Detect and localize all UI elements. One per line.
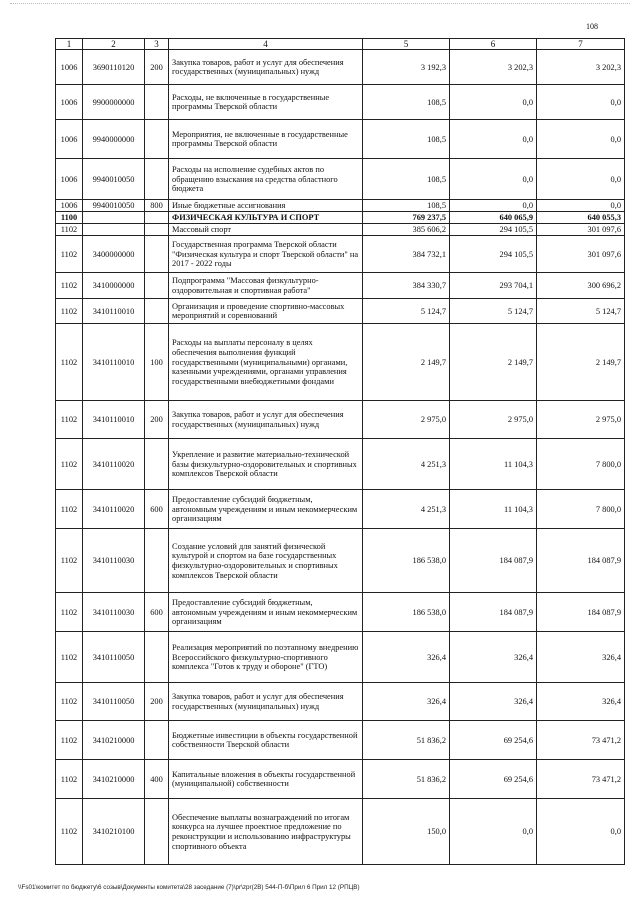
expense-type-cell [145, 529, 169, 593]
amount-year2-cell: 11 104,3 [450, 490, 537, 529]
item-name-cell: Закупка товаров, работ и услуг для обеспечения государственных (муниципальных) нужд [169, 50, 363, 85]
expense-type-cell [145, 721, 169, 760]
table-row [56, 683, 625, 721]
target-article-cell: 9940010050 [83, 200, 145, 212]
amount-year2-cell: 326,4 [450, 632, 537, 683]
section-code-cell: 1102 [56, 224, 83, 236]
amount-year2-cell: 294 105,5 [450, 236, 537, 273]
amount-year1-cell: 326,4 [363, 683, 450, 721]
header-cell: 2 [83, 39, 145, 50]
target-article-cell: 9940010050 [83, 159, 145, 200]
target-article-cell: 9900000000 [83, 85, 145, 120]
item-name-cell: Расходы, не включенные в государственные программы Тверской области [169, 85, 363, 120]
page-number: 108 [586, 22, 598, 31]
target-article-cell: 3410210100 [83, 799, 145, 865]
amount-year1-cell: 3 192,3 [363, 50, 450, 85]
target-article-cell: 3410110030 [83, 593, 145, 632]
item-name-cell: Создание условий для занятий физической культурой и спортом на базе государственных физкультурно-оздоровительных и спортивных комплексов Тверской области [169, 529, 363, 593]
amount-year1-cell: 385 606,2 [363, 224, 450, 236]
target-article-cell: 9940000000 [83, 120, 145, 159]
table-row [56, 159, 625, 200]
table-row [56, 593, 625, 632]
amount-year1-cell: 2 975,0 [363, 401, 450, 439]
amount-year1-cell: 51 836,2 [363, 721, 450, 760]
amount-year2-cell: 0,0 [450, 85, 537, 120]
amount-year1-cell: 186 538,0 [363, 529, 450, 593]
expense-type-cell [145, 120, 169, 159]
target-article-cell [83, 212, 145, 224]
item-name-cell: ФИЗИЧЕСКАЯ КУЛЬТУРА И СПОРТ [169, 212, 363, 224]
amount-year3-cell: 7 800,0 [537, 439, 625, 490]
amount-year1-cell: 186 538,0 [363, 593, 450, 632]
amount-year1-cell: 769 237,5 [363, 212, 450, 224]
amount-year1-cell: 108,5 [363, 200, 450, 212]
item-name-cell: Бюджетные инвестиции в объекты государственной собственности Тверской области [169, 721, 363, 760]
expense-type-cell [145, 439, 169, 490]
amount-year3-cell: 0,0 [537, 200, 625, 212]
amount-year2-cell: 326,4 [450, 683, 537, 721]
table-row [56, 273, 625, 299]
amount-year3-cell: 184 087,9 [537, 593, 625, 632]
header-cell: 7 [537, 39, 625, 50]
expense-type-cell [145, 212, 169, 224]
amount-year3-cell: 73 471,2 [537, 721, 625, 760]
amount-year1-cell: 326,4 [363, 632, 450, 683]
expense-type-cell [145, 632, 169, 683]
scan-artifact-line [10, 3, 630, 6]
table-row [56, 632, 625, 683]
table-row [56, 236, 625, 273]
amount-year3-cell: 5 124,7 [537, 299, 625, 324]
item-name-cell: Организация и проведение спортивно-массовых мероприятий и соревнований [169, 299, 363, 324]
expense-type-cell [145, 799, 169, 865]
amount-year2-cell: 5 124,7 [450, 299, 537, 324]
expense-type-cell: 600 [145, 490, 169, 529]
expense-type-cell: 200 [145, 50, 169, 85]
section-code-cell: 1006 [56, 50, 83, 85]
table-row [56, 212, 625, 224]
item-name-cell: Предоставление субсидий бюджетным, автономным учреждениям и иным некоммерческим организациям [169, 490, 363, 529]
table-row [56, 490, 625, 529]
amount-year2-cell: 294 105,5 [450, 224, 537, 236]
header-cell: 4 [169, 39, 363, 50]
amount-year1-cell: 2 149,7 [363, 324, 450, 401]
section-code-cell: 1102 [56, 324, 83, 401]
section-code-cell: 1100 [56, 212, 83, 224]
amount-year2-cell: 69 254,6 [450, 721, 537, 760]
table-row [56, 50, 625, 85]
item-name-cell: Укрепление и развитие материально-технической базы физкультурно-оздоровительных и спортивных комплексов Тверской области [169, 439, 363, 490]
amount-year2-cell: 2 975,0 [450, 401, 537, 439]
expense-type-cell: 100 [145, 324, 169, 401]
amount-year3-cell: 3 202,3 [537, 50, 625, 85]
item-name-cell: Массовый спорт [169, 224, 363, 236]
amount-year3-cell: 0,0 [537, 120, 625, 159]
item-name-cell: Закупка товаров, работ и услуг для обеспечения государственных (муниципальных) нужд [169, 401, 363, 439]
amount-year3-cell: 2 149,7 [537, 324, 625, 401]
amount-year1-cell: 150,0 [363, 799, 450, 865]
expense-type-cell [145, 159, 169, 200]
section-code-cell: 1102 [56, 632, 83, 683]
item-name-cell: Расходы на исполнение судебных актов по обращению взыскания на средства областного бюджета [169, 159, 363, 200]
target-article-cell: 3410210000 [83, 760, 145, 799]
section-code-cell: 1102 [56, 799, 83, 865]
amount-year1-cell: 108,5 [363, 85, 450, 120]
table-row [56, 224, 625, 236]
amount-year2-cell: 184 087,9 [450, 529, 537, 593]
target-article-cell: 3400000000 [83, 236, 145, 273]
amount-year3-cell: 0,0 [537, 159, 625, 200]
target-article-cell [83, 224, 145, 236]
amount-year1-cell: 4 251,3 [363, 490, 450, 529]
expense-type-cell [145, 85, 169, 120]
item-name-cell: Капитальные вложения в объекты государственной (муниципальной) собственности [169, 760, 363, 799]
header-cell: 1 [56, 39, 83, 50]
table-row [56, 299, 625, 324]
amount-year3-cell: 7 800,0 [537, 490, 625, 529]
section-code-cell: 1102 [56, 273, 83, 299]
amount-year3-cell: 0,0 [537, 85, 625, 120]
expense-type-cell: 600 [145, 593, 169, 632]
amount-year1-cell: 51 836,2 [363, 760, 450, 799]
amount-year2-cell: 2 149,7 [450, 324, 537, 401]
section-code-cell: 1102 [56, 401, 83, 439]
item-name-cell: Мероприятия, не включенные в государственные программы Тверской области [169, 120, 363, 159]
table-row [56, 401, 625, 439]
table-row [56, 529, 625, 593]
target-article-cell: 3410110010 [83, 401, 145, 439]
target-article-cell: 3410110050 [83, 632, 145, 683]
budget-table [55, 38, 625, 865]
section-code-cell: 1102 [56, 439, 83, 490]
amount-year2-cell: 11 104,3 [450, 439, 537, 490]
amount-year3-cell: 640 055,3 [537, 212, 625, 224]
section-code-cell: 1006 [56, 120, 83, 159]
amount-year3-cell: 301 097,6 [537, 236, 625, 273]
amount-year3-cell: 73 471,2 [537, 760, 625, 799]
header-cell: 5 [363, 39, 450, 50]
amount-year2-cell: 69 254,6 [450, 760, 537, 799]
section-code-cell: 1102 [56, 490, 83, 529]
amount-year3-cell: 300 696,2 [537, 273, 625, 299]
section-code-cell: 1102 [56, 593, 83, 632]
table-row [56, 721, 625, 760]
amount-year3-cell: 0,0 [537, 799, 625, 865]
section-code-cell: 1102 [56, 529, 83, 593]
section-code-cell: 1102 [56, 299, 83, 324]
amount-year1-cell: 384 330,7 [363, 273, 450, 299]
amount-year1-cell: 4 251,3 [363, 439, 450, 490]
amount-year2-cell: 3 202,3 [450, 50, 537, 85]
table-row [56, 324, 625, 401]
expense-type-cell: 800 [145, 200, 169, 212]
target-article-cell: 3410110010 [83, 299, 145, 324]
table-header-row [56, 39, 625, 50]
target-article-cell: 3410110010 [83, 324, 145, 401]
section-code-cell: 1102 [56, 721, 83, 760]
amount-year2-cell: 640 065,9 [450, 212, 537, 224]
item-name-cell: Государственная программа Тверской области "Физическая культура и спорт Тверской области" на 2017 - 2022 годы [169, 236, 363, 273]
table-row [56, 799, 625, 865]
section-code-cell: 1006 [56, 200, 83, 212]
amount-year3-cell: 326,4 [537, 683, 625, 721]
item-name-cell: Обеспечение выплаты вознаграждений по итогам конкурса на лучшее проектное предложение по реконструкции и использованию инфраструктуры спортивного объекта [169, 799, 363, 865]
file-path-footer: \\Fs01\комитет по бюджету\6 созыв\Документы комитета\28 заседание (7)\pr\zpr(2B) 544-П-б\Прил 6 Прил 12 (РПЦВ) [18, 884, 360, 891]
expense-type-cell [145, 236, 169, 273]
expense-type-cell: 200 [145, 683, 169, 721]
amount-year3-cell: 184 087,9 [537, 529, 625, 593]
item-name-cell: Расходы на выплаты персоналу в целях обеспечения выполнения функций государственными (муниципальными) органами, казенными учреждениями, органами управления государственными внебюджетными фондами [169, 324, 363, 401]
table-row [56, 120, 625, 159]
amount-year1-cell: 5 124,7 [363, 299, 450, 324]
amount-year3-cell: 301 097,6 [537, 224, 625, 236]
expense-type-cell: 200 [145, 401, 169, 439]
table-row [56, 760, 625, 799]
target-article-cell: 3690110120 [83, 50, 145, 85]
header-cell: 3 [145, 39, 169, 50]
item-name-cell: Реализация мероприятий по поэтапному внедрению Всероссийского физкультурно-спортивного комплекса "Готов к труду и обороне" (ГТО) [169, 632, 363, 683]
target-article-cell: 3410210000 [83, 721, 145, 760]
amount-year1-cell: 108,5 [363, 159, 450, 200]
section-code-cell: 1102 [56, 683, 83, 721]
item-name-cell: Подпрограмма "Массовая физкультурно-оздоровительная и спортивная работа" [169, 273, 363, 299]
target-article-cell: 3410110030 [83, 529, 145, 593]
item-name-cell: Закупка товаров, работ и услуг для обеспечения государственных (муниципальных) нужд [169, 683, 363, 721]
target-article-cell: 3410110020 [83, 490, 145, 529]
item-name-cell: Иные бюджетные ассигнования [169, 200, 363, 212]
section-code-cell: 1006 [56, 85, 83, 120]
amount-year2-cell: 0,0 [450, 159, 537, 200]
amount-year2-cell: 184 087,9 [450, 593, 537, 632]
target-article-cell: 3410000000 [83, 273, 145, 299]
section-code-cell: 1006 [56, 159, 83, 200]
amount-year2-cell: 0,0 [450, 200, 537, 212]
section-code-cell: 1102 [56, 236, 83, 273]
table-row [56, 85, 625, 120]
amount-year1-cell: 384 732,1 [363, 236, 450, 273]
target-article-cell: 3410110020 [83, 439, 145, 490]
expense-type-cell [145, 224, 169, 236]
amount-year3-cell: 2 975,0 [537, 401, 625, 439]
section-code-cell: 1102 [56, 760, 83, 799]
table-row [56, 200, 625, 212]
header-cell: 6 [450, 39, 537, 50]
amount-year2-cell: 293 704,1 [450, 273, 537, 299]
amount-year2-cell: 0,0 [450, 120, 537, 159]
table-row [56, 439, 625, 490]
target-article-cell: 3410110050 [83, 683, 145, 721]
amount-year3-cell: 326,4 [537, 632, 625, 683]
amount-year1-cell: 108,5 [363, 120, 450, 159]
item-name-cell: Предоставление субсидий бюджетным, автономным учреждениям и иным некоммерческим организациям [169, 593, 363, 632]
amount-year2-cell: 0,0 [450, 799, 537, 865]
expense-type-cell [145, 273, 169, 299]
expense-type-cell [145, 299, 169, 324]
expense-type-cell: 400 [145, 760, 169, 799]
